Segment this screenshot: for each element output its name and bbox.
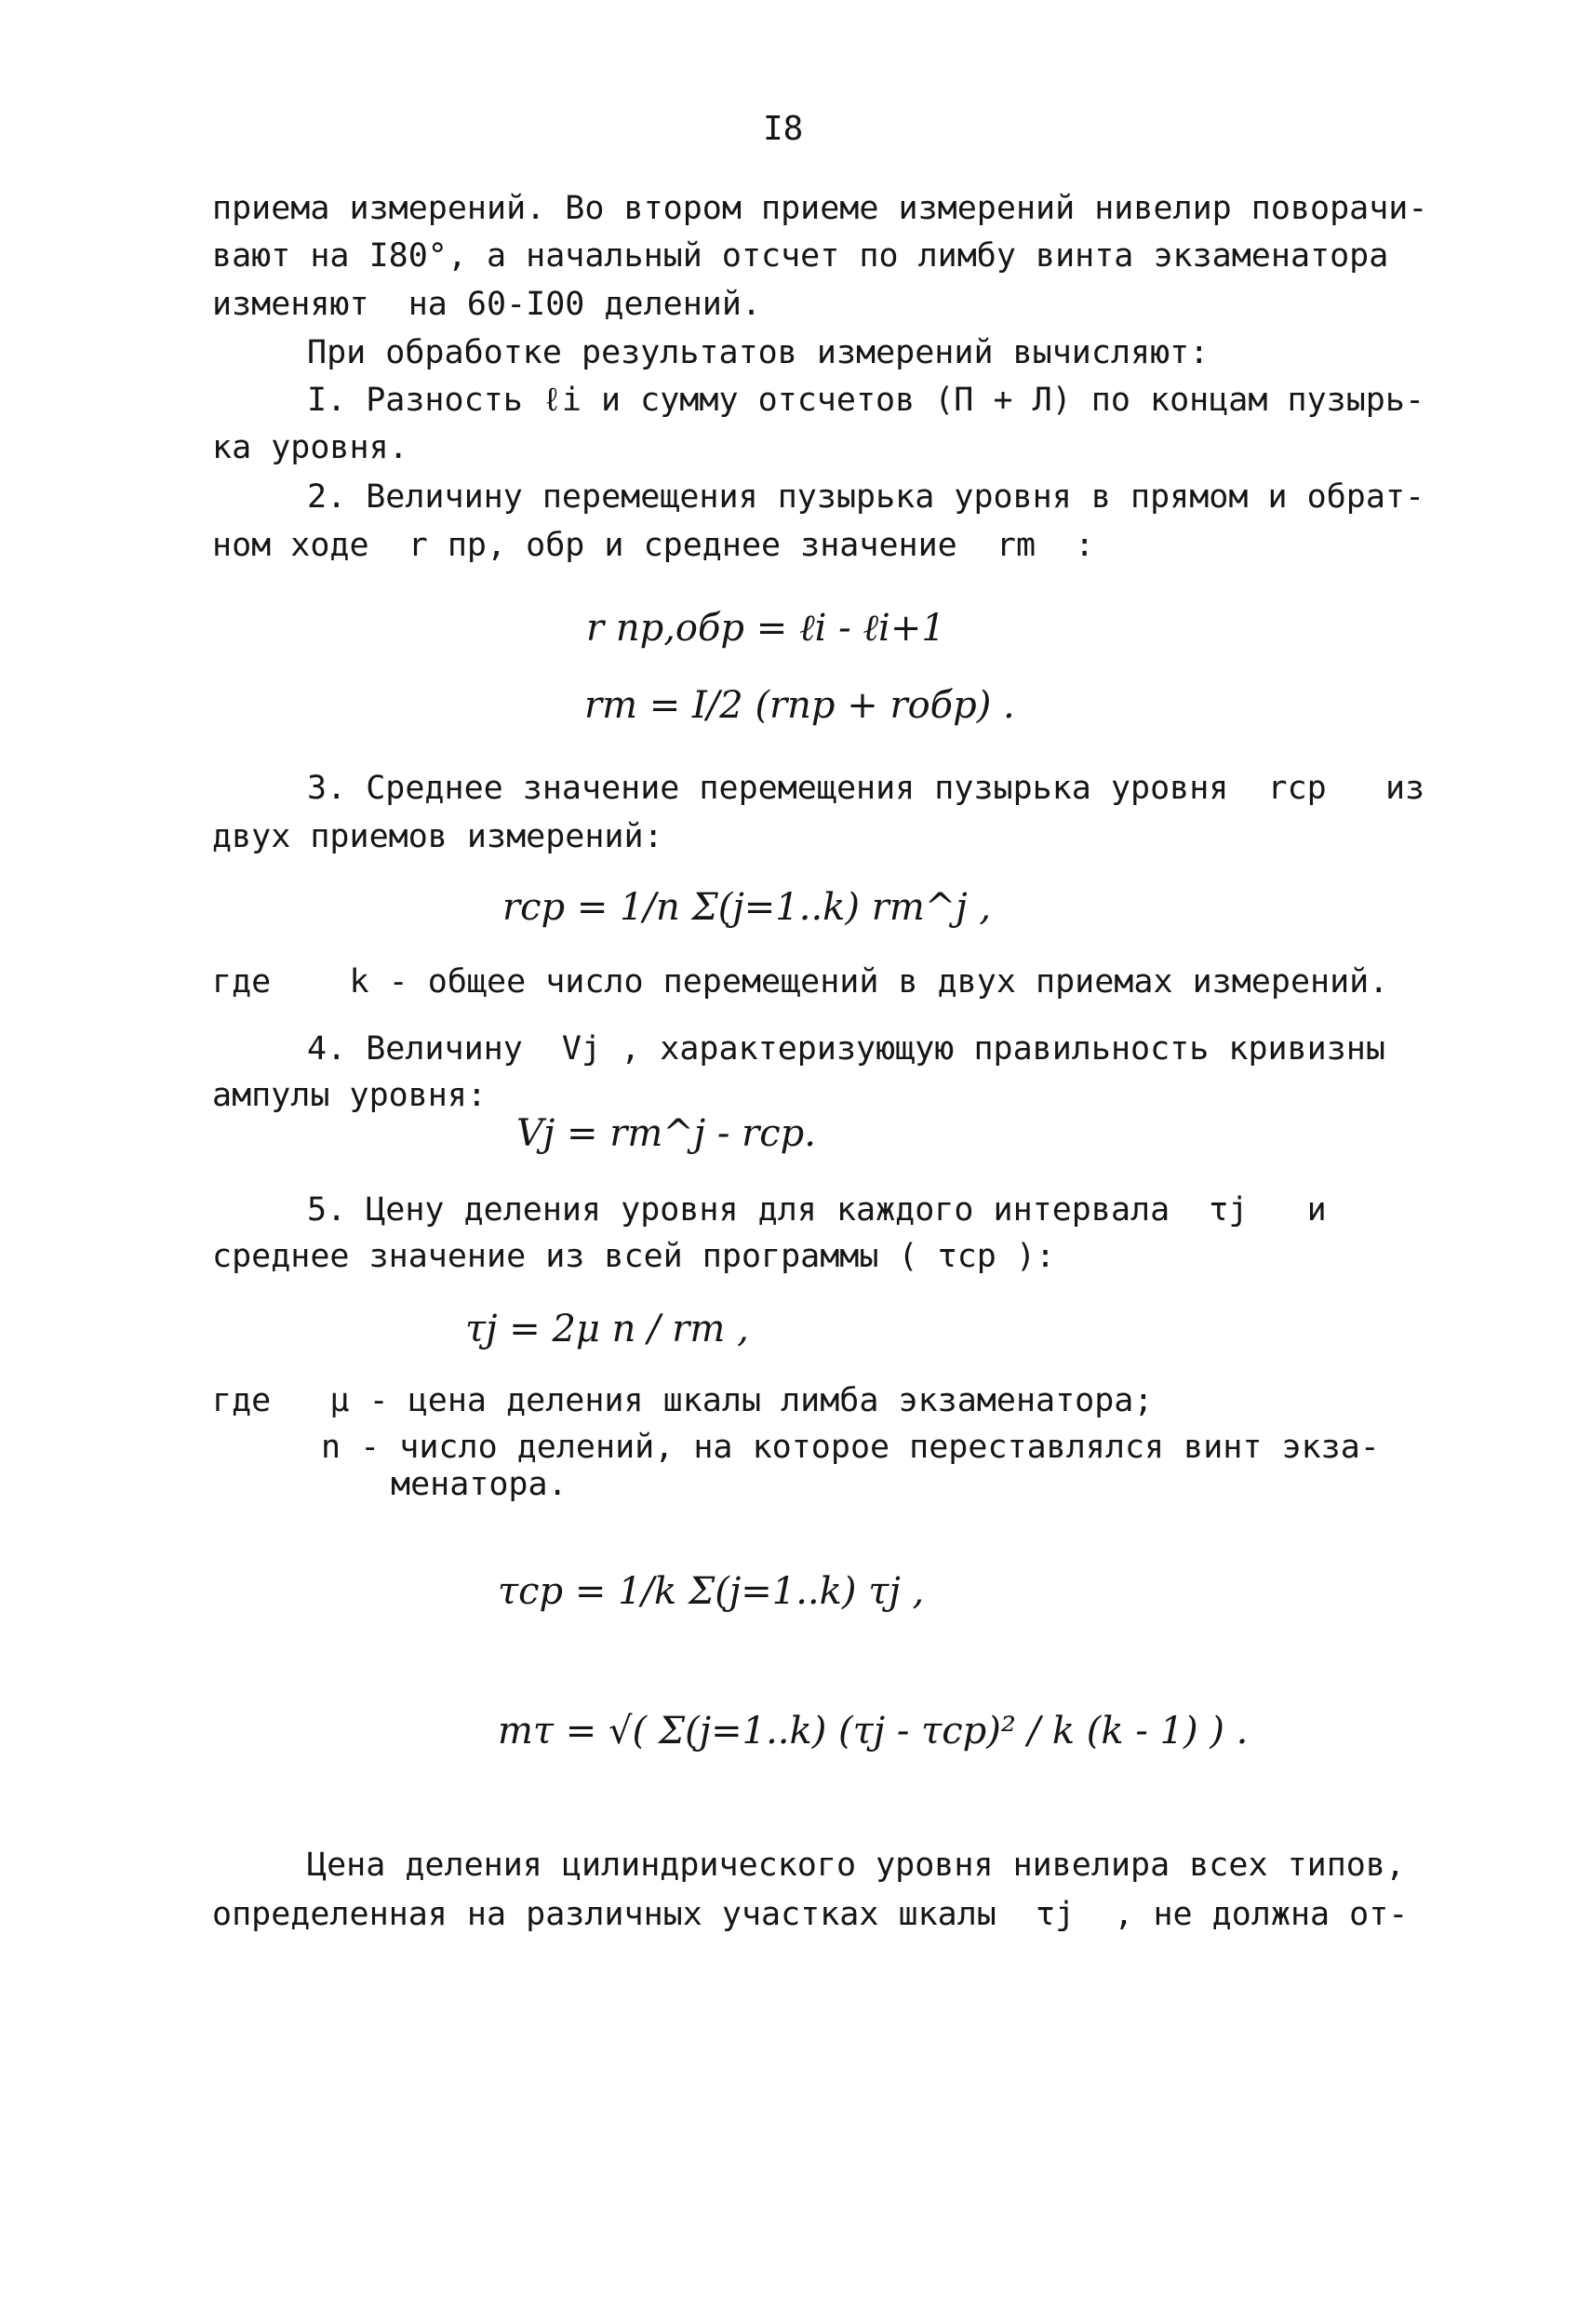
text-line: ном ходе r пр, обр и среднее значение rm : [212,527,1095,564]
formula-v-j: Vj = rm^j - rср. [516,1112,816,1155]
page-number: I8 [763,110,804,148]
text-line: 2. Величину перемещения пузырька уровня в прямом и обрат- [307,478,1425,516]
text-line: приема измерений. Во втором приеме измерений нивелир поворачи- [212,190,1428,227]
text-line: где μ - цена деления шкалы лимба экзаменатора; [212,1382,1154,1419]
text-line: n - число делений, на которое переставлялся винт экза- [321,1429,1380,1466]
text-line: 5. Цену деления уровня для каждого интервала τj и [307,1191,1327,1229]
formula-r-sr: rср = 1/n Σ(j=1..k) rm^j , [502,886,992,929]
text-line: ампулы уровня: [212,1077,488,1114]
text-line: двух приемов измерений: [212,818,663,855]
text-line: I. Разность ℓi и сумму отсчетов (П + Л) по концам пузырь- [307,382,1425,419]
formula-tau-sr: τср = 1/k Σ(j=1..k) τj , [498,1570,925,1613]
text-line: изменяют на 60-I00 делений. [212,286,762,323]
formula-tau-j: τj = 2μ n / rm , [465,1308,749,1350]
formula-m-tau: mτ = √( Σ(j=1..k) (τj - τср)² / k (k - 1) ) . [498,1710,1249,1753]
text-line: вают на I80°, а начальный отсчет по лимбу винта экзаменатора [212,237,1389,275]
text-line: менатора. [391,1466,568,1503]
text-line: 3. Среднее значение перемещения пузырька уровня rср из [307,770,1425,807]
text-line: 4. Величину Vj , характеризующую правильность кривизны [307,1030,1385,1068]
text-line: При обработке результатов измерений вычисляют: [307,334,1210,371]
text-line: ка уровня. [212,429,408,466]
text-line: Цена деления цилиндрического уровня нивелира всех типов, [307,1847,1406,1884]
formula-r-pr-obr: r пр,обр = ℓi - ℓi+1 [586,607,945,650]
text-line: где k - общее число перемещений в двух приемах измерений. [212,963,1389,1001]
formula-r-m: rm = I/2 (rпр + rобр) . [584,684,1015,727]
text-line: среднее значение из всей программы ( τср ): [212,1238,1056,1275]
text-line: определенная на различных участках шкалы τj , не должна от- [212,1896,1409,1933]
